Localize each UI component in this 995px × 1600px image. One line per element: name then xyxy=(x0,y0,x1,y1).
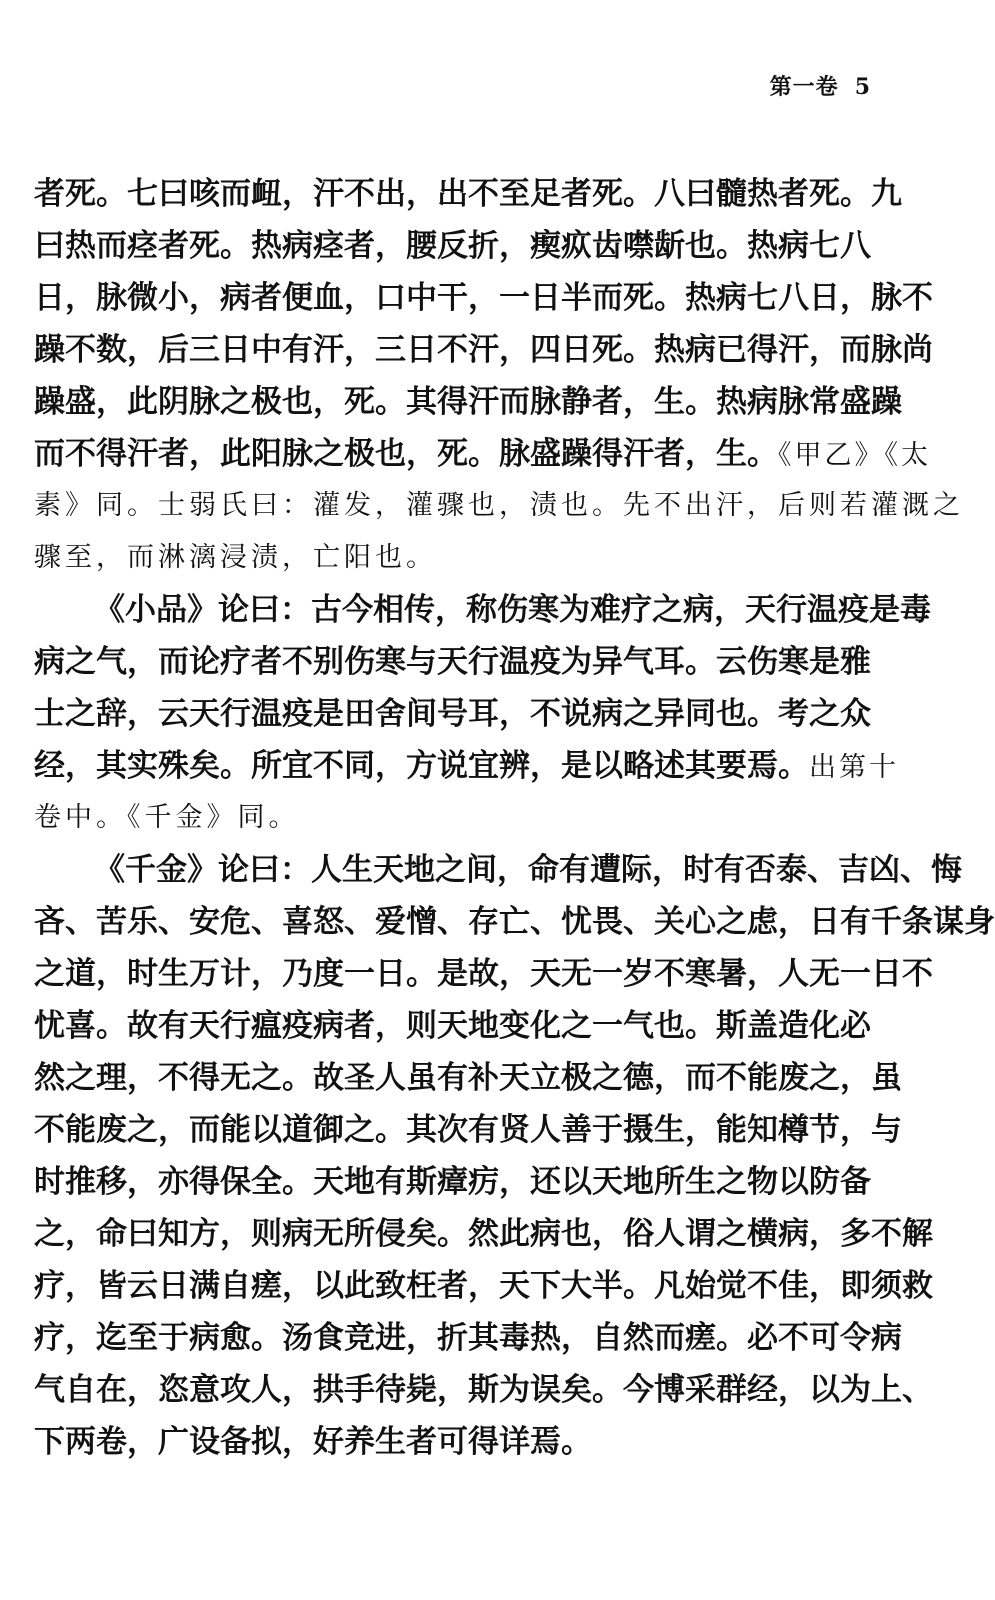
annotation-line: 素》同。士弱氏曰：灌发，灌骤也，渍也。先不出汗，后则若灌溉之 xyxy=(34,490,964,521)
text-line: 不能废之，而能以道御之。其次有贤人善于摄生，能知樽节，与 xyxy=(34,1112,902,1148)
text-line: 躁不数，后三日中有汗，三日不汗，四日死。热病已得汗，而脉尚 xyxy=(34,332,933,368)
text-line: 时推移，亦得保全。天地有斯瘴疠，还以天地所生之物以防备 xyxy=(34,1164,871,1200)
text-line: 士之辞，云天行温疫是田舍间号耳，不说病之异同也。考之众 xyxy=(34,696,871,732)
annotation-line: 卷中。《千金》同。 xyxy=(34,802,300,833)
annotation-text: 出第十 xyxy=(809,752,899,783)
paragraph-start-line: 《千金》论曰：人生天地之间，命有遭际，时有否泰、吉凶、悔 xyxy=(94,852,962,888)
text-line: 忧喜。故有天行瘟疫病者，则天地变化之一气也。斯盖造化必 xyxy=(34,1008,871,1044)
text-line: 之，命曰知方，则病无所侵矣。然此病也，俗人谓之横病，多不解 xyxy=(34,1216,933,1252)
main-text: 经，其实殊矣。所宜不同，方说宜辨，是以略述其要焉。 xyxy=(34,748,809,784)
text-line: 日，脉微小，病者便血，口中干，一日半而死。热病七八日，脉不 xyxy=(34,280,933,316)
annotation-line: 骤至，而淋漓浸渍，亡阳也。 xyxy=(34,542,437,573)
text-line: 之道，时生万计，乃度一日。是故，天无一岁不寒暑，人无一日不 xyxy=(34,956,933,992)
text-line: 疗，迄至于病愈。汤食竞进，折其毒热，自然而瘥。必不可令病 xyxy=(34,1320,902,1356)
text-line: 气自在，恣意攻人，拱手待毙，斯为误矣。今博采群经，以为上、 xyxy=(34,1372,933,1408)
annotation-text: 《甲乙》《太 xyxy=(778,440,931,471)
text-line: 病之气，而论疗者不别伤寒与天行温疫为异气耳。云伤寒是雅 xyxy=(34,644,871,680)
main-text: 而不得汗者，此阳脉之极也，死。脉盛躁得汗者，生。 xyxy=(34,436,778,472)
text-line: 疗，皆云日满自瘥，以此致枉者，天下大半。凡始觉不佳，即须救 xyxy=(34,1268,933,1304)
text-line xyxy=(34,428,931,480)
text-line: 者死。七曰咳而衄，汗不出，出不至足者死。八曰髓热者死。九 xyxy=(34,176,902,212)
text-line xyxy=(34,740,899,792)
text-line: 曰热而痉者死。热病痉者，腰反折，瘈疭齿噤龂也。热病七八 xyxy=(34,228,871,264)
page-number: 5 xyxy=(854,74,871,100)
text-line: 然之理，不得无之。故圣人虽有补天立极之德，而不能废之，虽 xyxy=(34,1060,902,1096)
section-title: 第一卷 xyxy=(769,74,839,100)
paragraph-start-line: 《小品》论曰：古今相传，称伤寒为难疗之病，天行温疫是毒 xyxy=(94,592,931,628)
text-line: 躁盛，此阴脉之极也，死。其得汗而脉静者，生。热病脉常盛躁 xyxy=(34,384,902,420)
body-text xyxy=(34,168,995,1468)
running-header xyxy=(770,70,871,101)
text-line: 下两卷，广设备拟，好养生者可得详焉。 xyxy=(34,1424,592,1460)
text-line: 吝、苦乐、安危、喜怒、爱憎、存亡、忧畏、关心之虑，日有千条谋身 xyxy=(34,904,995,940)
